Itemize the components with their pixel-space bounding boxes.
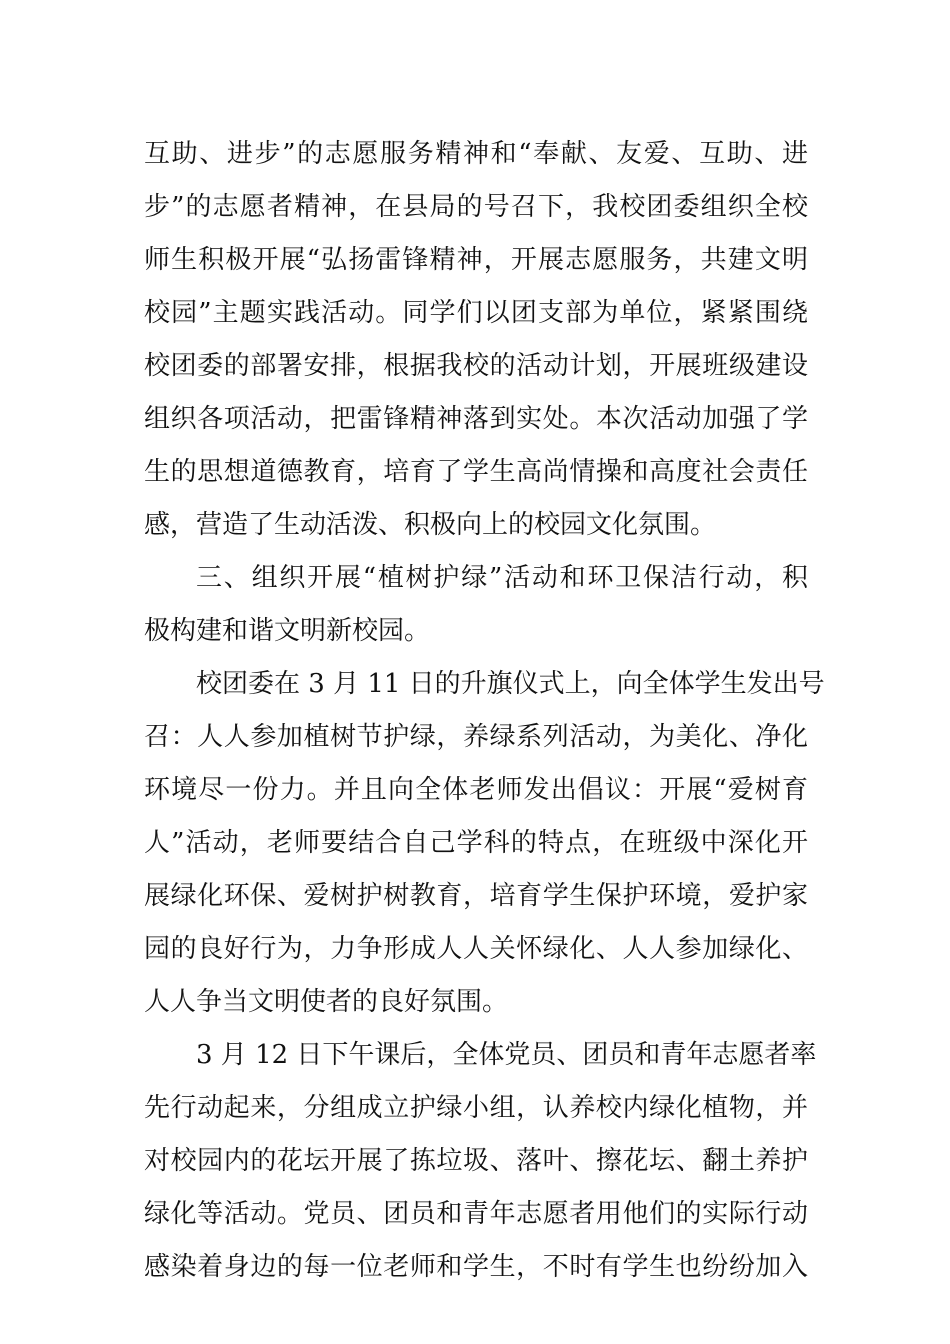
- text-line: 互助、进步”的志愿服务精神和“奉献、友爱、互助、进: [144, 139, 808, 169]
- text-line: 绿化等活动。党员、团员和青年志愿者用他们的实际行动: [144, 1199, 808, 1229]
- text-line: 3 月 12 日下午课后，全体党员、团员和青年志愿者率: [196, 1040, 817, 1070]
- text-line: 感染着身边的每一位老师和学生，不时有学生也纷纷加入: [144, 1252, 808, 1282]
- paragraph-march-11: [144, 658, 825, 1029]
- text-line: 先行动起来，分组成立护绿小组，认养校内绿化植物，并: [144, 1093, 808, 1123]
- document-body: [144, 128, 825, 1294]
- text-line: 师生积极开展“弘扬雷锋精神，开展志愿服务，共建文明: [144, 245, 808, 275]
- text-line: 极构建和谐文明新校园。: [144, 616, 431, 646]
- section-heading-tree-planting: [144, 552, 808, 658]
- text-line: 校团委在 3 月 11 日的升旗仪式上，向全体学生发出号: [196, 669, 825, 699]
- text-line: 人”活动，老师要结合自己学科的特点，在班级中深化开: [144, 828, 808, 858]
- paragraph-volunteer-spirit: [144, 128, 808, 552]
- paragraph-march-12: [144, 1029, 817, 1294]
- text-line: 环境尽一份力。并且向全体老师发出倡议：开展“爱树育: [144, 775, 808, 805]
- text-line: 校团委的部署安排，根据我校的活动计划，开展班级建设: [144, 351, 808, 381]
- text-line: 园的良好行为，力争形成人人关怀绿化、人人参加绿化、: [144, 934, 808, 964]
- text-line: 步”的志愿者精神，在县局的号召下，我校团委组织全校: [144, 192, 808, 222]
- text-line: 生的思想道德教育，培育了学生高尚情操和高度社会责任: [144, 457, 808, 487]
- text-line: 三、组织开展“植树护绿”活动和环卫保洁行动，积: [196, 563, 808, 593]
- text-line: 组织各项活动，把雷锋精神落到实处。本次活动加强了学: [144, 404, 808, 434]
- text-line: 展绿化环保、爱树护树教育，培育学生保护环境，爱护家: [144, 881, 808, 911]
- text-line: 校园”主题实践活动。同学们以团支部为单位，紧紧围绕: [144, 298, 808, 328]
- text-line: 召：人人参加植树节护绿，养绿系列活动，为美化、净化: [144, 722, 808, 752]
- text-line: 对校园内的花坛开展了拣垃圾、落叶、擦花坛、翻土养护: [144, 1146, 808, 1176]
- text-line: 感，营造了生动活泼、积极向上的校园文化氛围。: [144, 510, 717, 540]
- text-line: 人人争当文明使者的良好氛围。: [144, 987, 509, 1017]
